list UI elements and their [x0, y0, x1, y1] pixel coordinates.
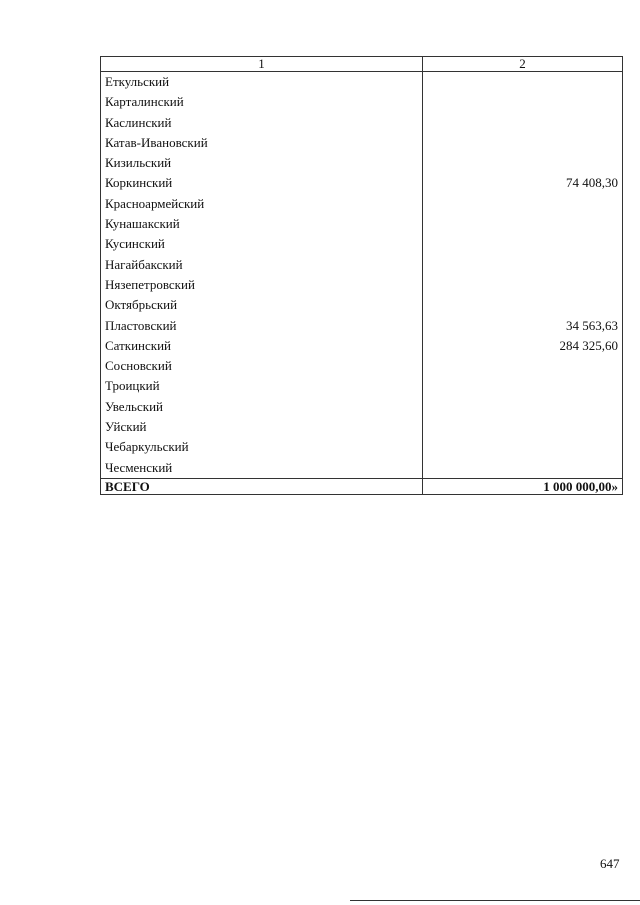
district-value	[423, 255, 623, 275]
table-row	[101, 437, 623, 457]
district-name: Сосновский	[101, 356, 423, 376]
table-row	[101, 295, 623, 315]
table-row	[101, 153, 623, 173]
district-name: Кунашакский	[101, 214, 423, 234]
district-value	[423, 356, 623, 376]
district-name: Троицкий	[101, 376, 423, 396]
table-row	[101, 92, 623, 112]
district-name: Пластовский	[101, 316, 423, 336]
district-value	[423, 437, 623, 457]
district-name: Уйский	[101, 417, 423, 437]
district-name: Саткинский	[101, 336, 423, 356]
table-row	[101, 275, 623, 295]
district-name: Нязепетровский	[101, 275, 423, 295]
district-value	[423, 214, 623, 234]
table-row	[101, 72, 623, 93]
district-name: Увельский	[101, 397, 423, 417]
district-value: 74 408,30	[423, 173, 623, 193]
column-header-1: 1	[101, 57, 423, 72]
column-header-2: 2	[423, 57, 623, 72]
district-value	[423, 113, 623, 133]
total-value: 1 000 000,00»	[423, 478, 623, 494]
table-body	[101, 72, 623, 479]
table-row	[101, 113, 623, 133]
district-value	[423, 397, 623, 417]
district-name: Чесменский	[101, 458, 423, 479]
page-number: 647	[600, 856, 620, 871]
district-value	[423, 194, 623, 214]
table-row	[101, 255, 623, 275]
district-value	[423, 72, 623, 93]
table-row	[101, 194, 623, 214]
table-row	[101, 234, 623, 254]
district-name: Еткульский	[101, 72, 423, 93]
district-value: 34 563,63	[423, 316, 623, 336]
table-row	[101, 376, 623, 396]
district-value	[423, 234, 623, 254]
total-label: ВСЕГО	[101, 478, 423, 494]
district-value	[423, 376, 623, 396]
total-row	[101, 478, 623, 494]
data-table	[100, 56, 623, 495]
district-value	[423, 153, 623, 173]
header-row	[101, 57, 623, 72]
table-row	[101, 336, 623, 356]
district-name: Каслинский	[101, 113, 423, 133]
district-name: Октябрьский	[101, 295, 423, 315]
table-row	[101, 133, 623, 153]
table-row	[101, 214, 623, 234]
district-name: Карталинский	[101, 92, 423, 112]
district-value	[423, 275, 623, 295]
district-name: Нагайбакский	[101, 255, 423, 275]
district-name: Катав-Ивановский	[101, 133, 423, 153]
district-value	[423, 92, 623, 112]
district-name: Коркинский	[101, 173, 423, 193]
table-row	[101, 417, 623, 437]
table-row	[101, 173, 623, 193]
district-name: Кизильский	[101, 153, 423, 173]
footer-divider	[350, 900, 640, 901]
table-row	[101, 316, 623, 336]
district-value	[423, 458, 623, 479]
district-name: Чебаркульский	[101, 437, 423, 457]
table-row	[101, 397, 623, 417]
district-value	[423, 295, 623, 315]
table-row	[101, 458, 623, 479]
table-row	[101, 356, 623, 376]
district-name: Красноармейский	[101, 194, 423, 214]
district-name: Кусинский	[101, 234, 423, 254]
district-value	[423, 133, 623, 153]
district-value: 284 325,60	[423, 336, 623, 356]
district-value	[423, 417, 623, 437]
